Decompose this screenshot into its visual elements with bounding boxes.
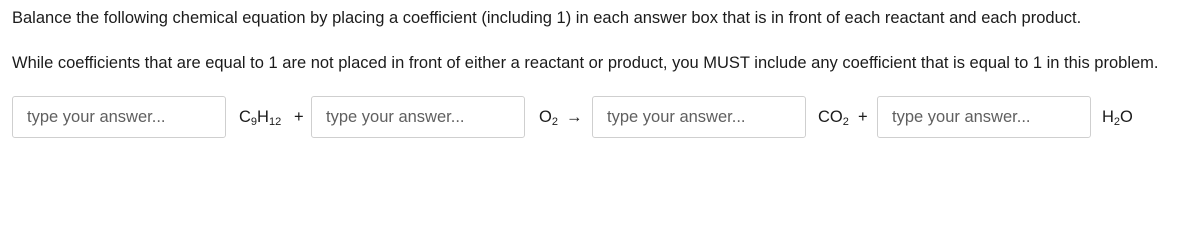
- chemical-equation: [0, 96, 1200, 140]
- coefficient-input-product-2[interactable]: [877, 96, 1091, 138]
- plus-sign: +: [294, 108, 304, 126]
- instruction-note: While coefficients that are equal to 1 are not placed in front of either a reactant or product, you MUST include any coefficient that is equal to 1 in this problem.: [12, 54, 1159, 72]
- plus-sign: +: [858, 108, 868, 126]
- product-1-formula: $CO_2$: [818, 108, 849, 128]
- coefficient-input-product-1[interactable]: [592, 96, 806, 138]
- coefficient-input-reactant-1[interactable]: [12, 96, 226, 138]
- reactant-1-formula: $C_9H_{12}$: [239, 108, 282, 128]
- product-2-formula: $H_2O$: [1102, 108, 1133, 128]
- reaction-arrow: →: [566, 108, 583, 126]
- reactant-2-formula: $O_2$: [539, 108, 558, 128]
- instruction-text: Balance the following chemical equation by placing a coefficient (including 1) in each answer box that is in front of each reactant and each product.: [12, 9, 1082, 27]
- coefficient-input-reactant-2[interactable]: [311, 96, 525, 138]
